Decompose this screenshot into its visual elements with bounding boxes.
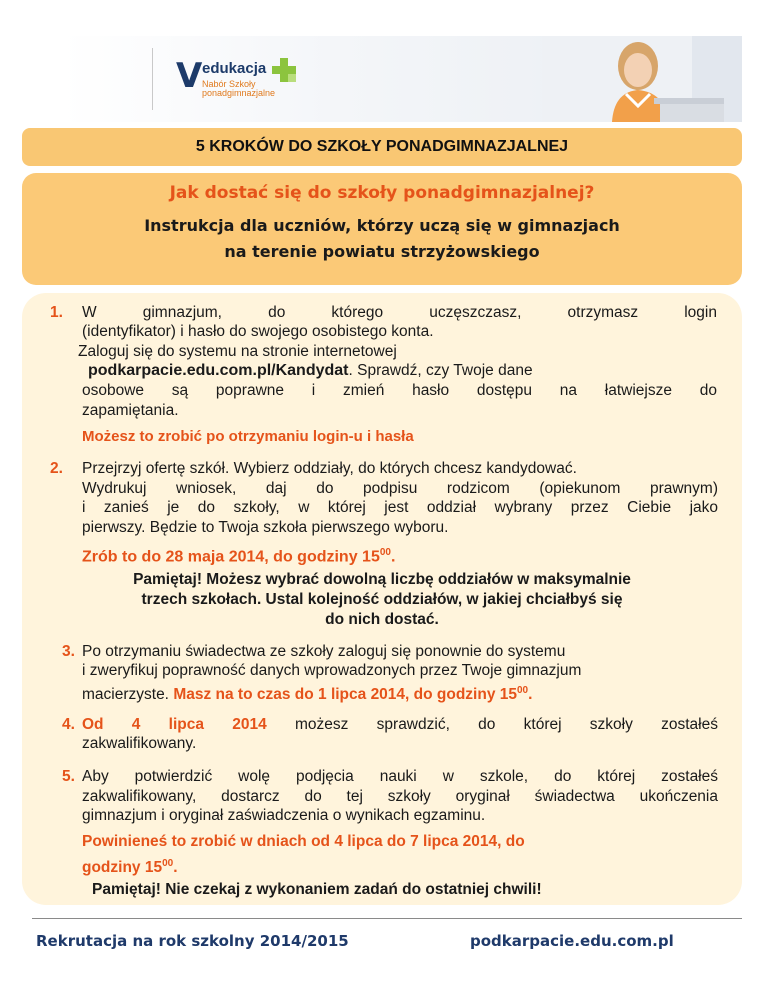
step-1-number: 1.: [50, 304, 63, 321]
subtitle-question: Jak dostać się do szkoły ponadgimnazjalnej?: [169, 183, 595, 203]
step-2-line-3: i zanieś je do szkoły, w której jest oddział wybrany przez Ciebie jako: [82, 499, 718, 516]
banner-divider: [152, 48, 153, 110]
header-banner: [62, 36, 742, 122]
page-title: 5 KROKÓW DO SZKOŁY PONADGIMNAZJALNEJ: [22, 128, 742, 166]
step-4-line-2: zakwalifikowany.: [82, 735, 197, 752]
step-5-line-1: Aby potwierdzić wolę podjęcia nauki w szkole, do której zostałeś: [82, 768, 718, 785]
step-1-line-1: W gimnazjum, do którego uczęszczasz, otrzymasz login: [82, 304, 717, 321]
step-1-note: Możesz to zrobić po otrzymaniu login-u i hasła: [82, 428, 414, 445]
step-5-number: 5.: [62, 768, 75, 785]
step-1-line-6: zapamiętania.: [82, 402, 179, 419]
subtitle-line-2: na terenie powiatu strzyżowskiego: [224, 242, 540, 261]
footer-divider: [32, 918, 742, 919]
step-3-number: 3.: [62, 643, 75, 660]
logo-wordmark: edukacja: [202, 60, 267, 77]
step-2-line-1: Przejrzyj ofertę szkół. Wybierz oddziały, do których chcesz kandydować.: [82, 460, 577, 477]
student-with-laptop-image: [542, 36, 742, 122]
footer-recruitment-year: Rekrutacja na rok szkolny 2014/2015: [36, 932, 349, 950]
steps-box: [22, 293, 742, 905]
logo-subtitle-1: Nabór Szkoły: [202, 79, 256, 89]
subtitle-box: [22, 173, 742, 285]
footer-website-link[interactable]: podkarpacie.edu.com.pl: [470, 932, 674, 950]
subtitle-line-1: Instrukcja dla uczniów, którzy uczą się w gimnazjach: [144, 216, 620, 235]
logo-plus-icon: [272, 58, 296, 82]
step-3-line-3: macierzyste. Masz na to czas do 1 lipca 2014, do godziny $15^{00}$.: [82, 685, 533, 704]
edukacja-logo: [176, 56, 376, 116]
step-2-deadline: Zrób to do 28 maja 2014, do godziny $15^{00}$.: [82, 547, 396, 566]
step-5-line-2: zakwalifikowany, dostarcz do tej szkoły oryginał świadectwa ukończenia: [82, 788, 718, 805]
step-5-line-3: gimnazjum i oryginał zaświadczenia o wynikach egzaminu.: [82, 807, 486, 824]
step-2-remember-1: Pamiętaj! Możesz wybrać dowolną liczbę oddziałów w maksymalnie: [133, 571, 631, 588]
step-3-line-1: Po otrzymaniu świadectwa ze szkoły zaloguj się ponownie do systemu: [82, 643, 566, 660]
kandydat-link[interactable]: podkarpacie.edu.com.pl/Kandydat: [88, 362, 349, 379]
step-2-number: 2.: [50, 460, 63, 477]
step-5-deadline-2: godziny $15^{00}$.: [82, 858, 178, 877]
step-2-line-2: Wydrukuj wniosek, daj do podpisu rodzicom (opiekunom prawnym): [82, 480, 718, 497]
step-4-number: 4.: [62, 716, 75, 733]
step-5-remember: Pamiętaj! Nie czekaj z wykonaniem zadań do ostatniej chwili!: [92, 881, 542, 898]
step-5-deadline-1: Powinieneś to zrobić w dniach od 4 lipca do 7 lipca 2014, do: [82, 833, 525, 850]
step-2-remember-3: do nich dostać.: [325, 611, 439, 628]
step-2-remember-2: trzech szkołach. Ustal kolejność oddziałów, w jakiej chciałbyś się: [141, 591, 623, 608]
step-4-line-1: Od 4 lipca 2014 możesz sprawdzić, do której szkoły zostałeś: [82, 716, 718, 733]
step-2-line-4: pierwszy. Będzie to Twoja szkoła pierwszego wyboru.: [82, 519, 449, 536]
step-1-line-3: Zaloguj się do systemu na stronie internetowej: [78, 343, 397, 360]
step-1-line-4: podkarpacie.edu.com.pl/Kandydat. Sprawdź, czy Twoje dane: [88, 362, 533, 379]
step-1-line-2: (identyfikator) i hasło do swojego osobistego konta.: [82, 323, 434, 340]
step-1-line-5: osobowe są poprawne i zmień hasło dostępu na łatwiejsze do: [82, 382, 717, 399]
logo-v-mark: V: [176, 56, 203, 96]
logo-subtitle-2: ponadgimnazjalne: [202, 88, 276, 98]
step-3-line-2: i zweryfikuj poprawność danych wprowadzonych przez Twoje gimnazjum: [82, 662, 582, 679]
